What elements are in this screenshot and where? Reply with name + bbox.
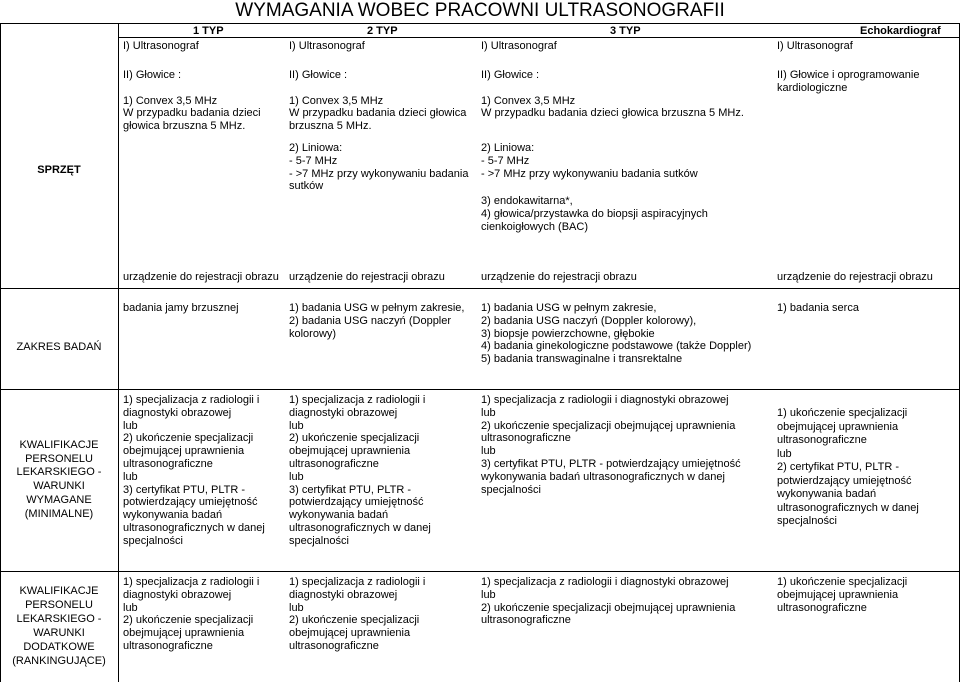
sprzet-rejestracja: urządzenie do rejestracji obrazu bbox=[123, 271, 279, 283]
sprzet-rejestracja: urządzenie do rejestracji obrazu bbox=[777, 271, 933, 283]
type-echo-header: Echokardiograf bbox=[860, 25, 941, 37]
kwalifikacje-min-cell: 1) specjalizacja z radiologii i diagnostyki obrazowej lub 2) ukończenie specjalizacji obejmującej uprawnienia ultrasonograficzne lub 3) certyfikat PTU, PLTR - potwierdzający umiejętność wykonywania badań ultrasonograficznych w danej specjalności bbox=[289, 394, 431, 547]
zakres-cell: badania jamy brzusznej bbox=[123, 302, 239, 314]
kwalifikacje-dod-cell: 1) ukończenie specjalizacji obejmującej uprawnienia ultrasonograficzne bbox=[777, 576, 908, 614]
type-1-header: 1 TYP bbox=[193, 25, 224, 37]
row-label-zakres: ZAKRES BADAŃ bbox=[16, 341, 102, 353]
sprzet-ultrasonograf: I) Ultrasonograf bbox=[289, 40, 365, 52]
sprzet-ultrasonograf: I) Ultrasonograf bbox=[481, 40, 557, 52]
sprzet-glowice: II) Głowice i oprogramowanie kardiologiczne bbox=[777, 69, 920, 94]
kwalifikacje-dod-cell: 1) specjalizacja z radiologii i diagnostyki obrazowej lub 2) ukończenie specjalizacji obejmującej uprawnienia ultrasonograficzne bbox=[289, 576, 426, 652]
type-3-header: 3 TYP bbox=[610, 25, 641, 37]
grid-line bbox=[0, 571, 960, 572]
sprzet-ultrasonograf: I) Ultrasonograf bbox=[777, 40, 853, 52]
grid-line bbox=[118, 37, 960, 38]
kwalifikacje-min-cell: 1) specjalizacja z radiologii i diagnostyki obrazowej lub 2) ukończenie specjalizacji obejmującej uprawnienia ultrasonograficzne lub 3) certyfikat PTU, PLTR - potwierdzający umiejętność wykonywania badań ultrasonograficznych w danej specjalności bbox=[123, 394, 265, 547]
zakres-cell: 1) badania USG w pełnym zakresie, 2) badania USG naczyń (Doppler kolorowy) bbox=[289, 302, 465, 340]
sprzet-dodatkowe: 3) endokawitarna*, 4) głowica/przystawka do biopsji aspiracyjnych cienkoigłowych (BAC) bbox=[481, 195, 708, 233]
page-title: WYMAGANIA WOBEC PRACOWNI ULTRASONOGRAFII bbox=[235, 0, 725, 21]
grid-line bbox=[0, 23, 960, 24]
row-label-kwalifikacje-dod: KWALIFIKACJE PERSONELU LEKARSKIEGO - WARUNKI DODATKOWE (RANKINGUJĄCE) bbox=[12, 585, 106, 667]
kwalifikacje-dod-cell: 1) specjalizacja z radiologii i diagnostyki obrazowej lub 2) ukończenie specjalizacji obejmującej uprawnienia ultrasonograficzne bbox=[481, 576, 736, 627]
zakres-cell: 1) badania USG w pełnym zakresie, 2) badania USG naczyń (Doppler kolorowy), 3) biopsje powierzchowne, głębokie 4) badania ginekologiczne podstawowe (także Doppler) 5) badania transwaginalne i transrektalne bbox=[481, 302, 752, 366]
grid-line bbox=[0, 288, 960, 289]
grid-line bbox=[118, 23, 119, 682]
grid-line bbox=[0, 389, 960, 390]
sprzet-glowice: II) Głowice : 1) Convex 3,5 MHz W przypadku badania dzieci głowica brzuszna 5 MHz. bbox=[481, 69, 744, 120]
sprzet-ultrasonograf: I) Ultrasonograf bbox=[123, 40, 199, 52]
sprzet-glowice: II) Głowice : 1) Convex 3,5 MHz W przypadku badania dzieci głowica brzuszna 5 MHz. bbox=[289, 69, 467, 133]
sprzet-rejestracja: urządzenie do rejestracji obrazu bbox=[481, 271, 637, 283]
grid-line bbox=[0, 23, 1, 682]
kwalifikacje-min-cell: 1) ukończenie specjalizacji obejmującej uprawnienia ultrasonograficzne lub 2) certyfikat PTU, PLTR - potwierdzający umiejętność wykonywania badań ultrasonograficznych w danej specjalności bbox=[777, 407, 919, 527]
kwalifikacje-min-cell: 1) specjalizacja z radiologii i diagnostyki obrazowej lub 2) ukończenie specjalizacji obejmującej uprawnienia ultrasonograficzne lub 3) certyfikat PTU, PLTR - potwierdzający umiejętność wykonywania badań ultrasonograficznych w danej specjalności bbox=[481, 394, 741, 496]
zakres-cell: 1) badania serca bbox=[777, 302, 859, 314]
row-label-sprzet: SPRZĘT bbox=[37, 164, 81, 176]
sprzet-liniowa: 2) Liniowa: - 5-7 MHz - >7 MHz przy wykonywaniu badania sutków bbox=[481, 142, 698, 180]
row-label-kwalifikacje-min: KWALIFIKACJE PERSONELU LEKARSKIEGO - WARUNKI WYMAGANE (MINIMALNE) bbox=[16, 439, 102, 520]
sprzet-rejestracja: urządzenie do rejestracji obrazu bbox=[289, 271, 445, 283]
sprzet-liniowa: 2) Liniowa: - 5-7 MHz - >7 MHz przy wykonywaniu badania sutków bbox=[289, 142, 469, 193]
sprzet-glowice: II) Głowice : 1) Convex 3,5 MHz W przypadku badania dzieci głowica brzuszna 5 MHz. bbox=[123, 69, 261, 133]
kwalifikacje-dod-cell: 1) specjalizacja z radiologii i diagnostyki obrazowej lub 2) ukończenie specjalizacji obejmującej uprawnienia ultrasonograficzne bbox=[123, 576, 260, 652]
type-2-header: 2 TYP bbox=[367, 25, 398, 37]
